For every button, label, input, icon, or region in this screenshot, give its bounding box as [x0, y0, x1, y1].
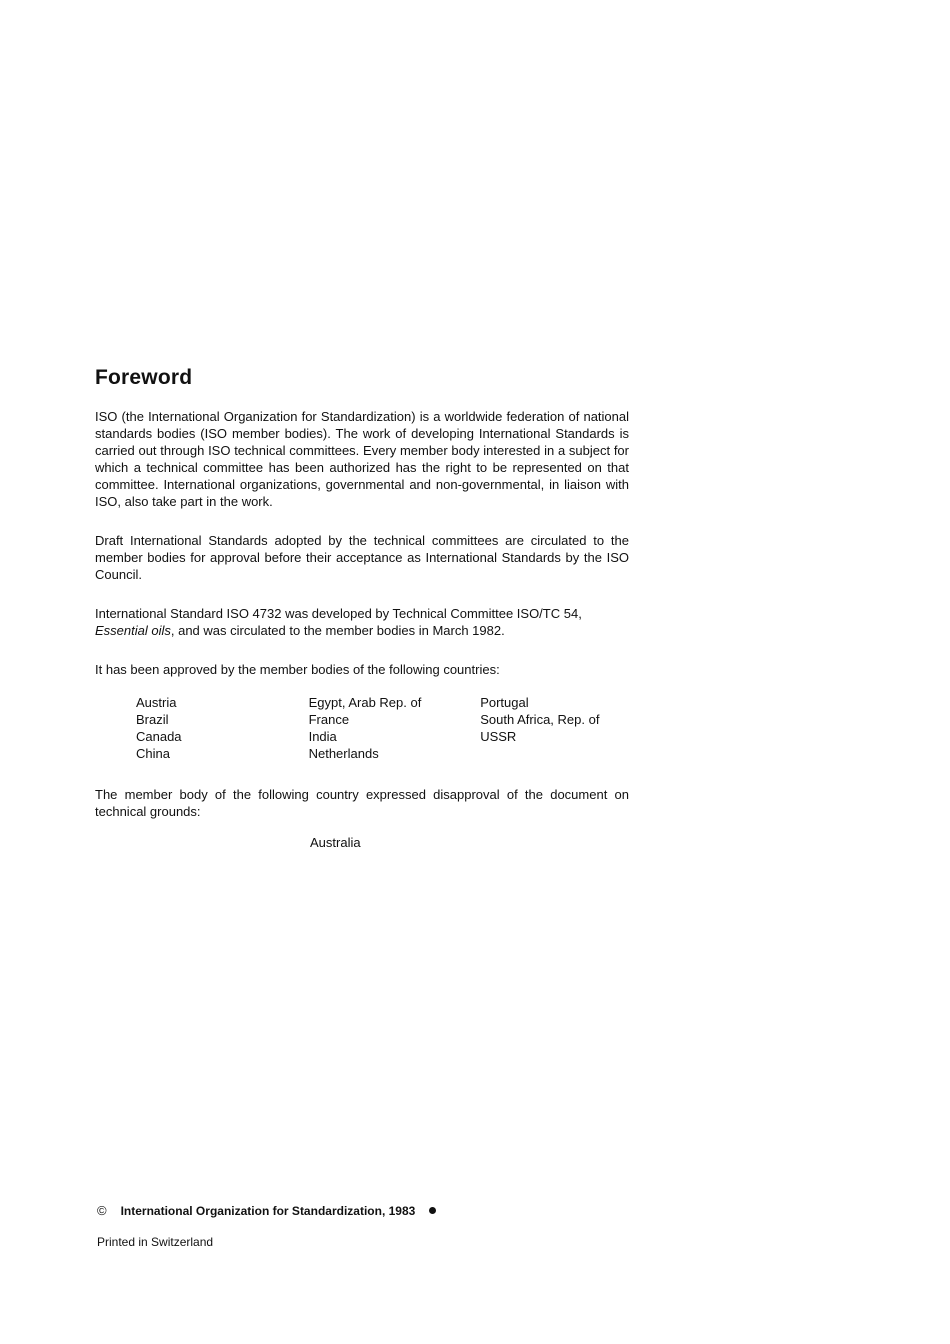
copyright-icon: ©: [97, 1203, 107, 1218]
country-item: Canada: [136, 729, 182, 744]
standard-development-text: International Standard ISO 4732 was developed by Technical Committee ISO/TC 54,: [95, 606, 582, 621]
country-item: USSR: [480, 729, 517, 744]
countries-column-3: [480, 694, 629, 762]
foreword-section: [95, 366, 629, 851]
country-item: India: [308, 729, 337, 744]
copyright-line: [97, 1203, 436, 1218]
country-item: South Africa, Rep. of: [480, 712, 600, 727]
committee-subject: Essential oils: [95, 623, 171, 638]
copyright-text: International Organization for Standardization, 1983: [120, 1203, 416, 1218]
country-item: Egypt, Arab Rep. of: [308, 695, 422, 710]
approval-intro: It has been approved by the member bodies of the following countries:: [95, 662, 500, 677]
paragraph-iso-description: ISO (the International Organization for Standardization) is a worldwide federation of national standards bodies (ISO member bodies). The work of developing International Standards is carried out through ISO technical committees. Every member body interested in a subject for which a technical committee has been authorized has the right to be represented on that committee. International organizations, governmental and non-governmental, in liaison with ISO, also take part in the work.: [95, 409, 629, 509]
page-title: Foreword: [95, 366, 193, 389]
approving-countries-list: [136, 694, 629, 762]
country-item: Brazil: [136, 712, 169, 727]
country-item: France: [308, 712, 350, 727]
bullet-icon: [429, 1207, 436, 1214]
circulation-text: , and was circulated to the member bodies in March 1982.: [170, 623, 505, 638]
page-footer: [97, 1203, 436, 1249]
disapproving-country: Australia: [310, 835, 361, 850]
country-item: China: [136, 746, 170, 761]
country-item: Netherlands: [308, 746, 379, 761]
countries-column-2: [309, 694, 481, 762]
country-item: Portugal: [480, 695, 529, 710]
printed-location: Printed in Switzerland: [97, 1235, 214, 1249]
country-item: Austria: [136, 695, 177, 710]
countries-column-1: [136, 694, 309, 762]
paragraph-draft-standards: Draft International Standards adopted by the technical committees are circulated to the member bodies for approval before their acceptance as International Standards by the ISO Council.: [95, 533, 629, 582]
disapproval-intro: The member body of the following country expressed disapproval of the document on technical grounds:: [95, 787, 629, 819]
paragraph-standard-development: [95, 605, 629, 639]
